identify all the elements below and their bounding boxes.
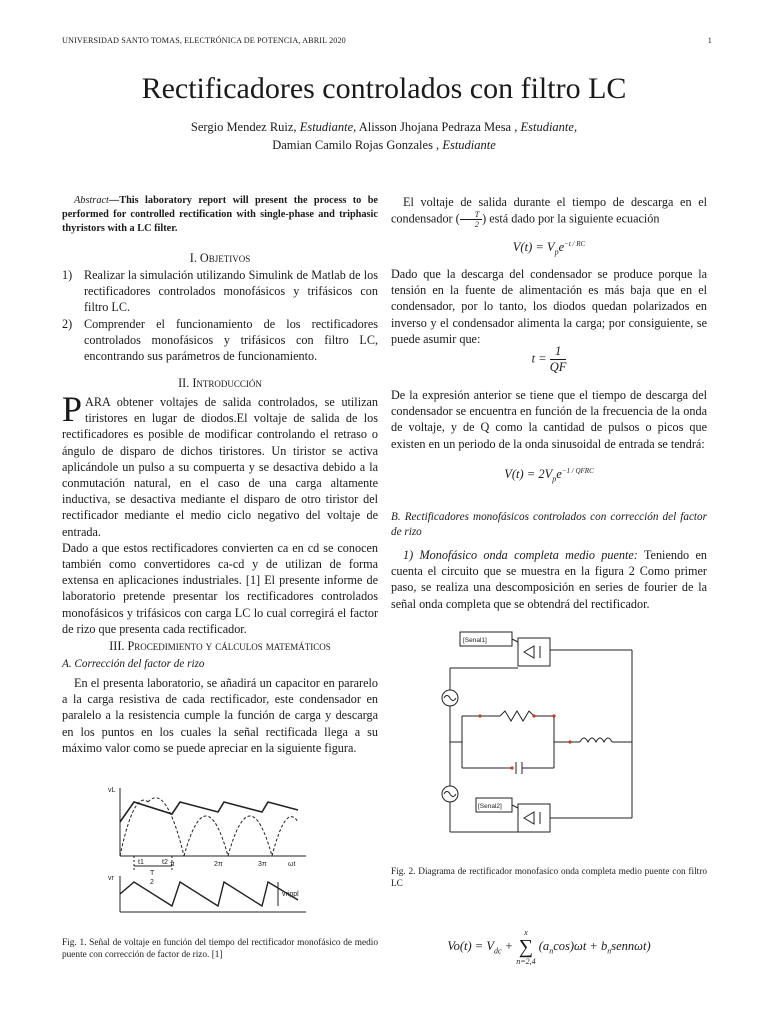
equation-4: $Vo(t) = V_{dc}$ + x ∑ n=2,4 $(a_n\cos)\omega t$ + $b_nsenn\omega t$) [447,928,651,966]
para-subsection-a: En el presenta laboratorio, se añadirá un capacitor en pararelo a la carga resistiva de cada rectificador, este condensador en paralelo a la resistencia cumple la función de carga y descarga en los puntos en los cuales la señal rectificada llega a su máximo valor como se puede apreciar en la siguiente figura. [62,676,378,755]
objectives-list [62,267,378,364]
equation-2: t = $\frac{1}{QF}$ [531,344,567,374]
abstract-label: Abstract [74,195,109,206]
right-para-2: Dado que la descarga del condensador se produce porque la tensión en la fuente de alimentación es más baja que en el condensador, por lo tanto, los diodos quedan polarizados en inverso y el condensador alimenta la carga; por consiguiente, se puede asumir que: [391,267,707,346]
fig1-label-pi: π [170,861,175,868]
subsection-b1-text: 1) Monofásico onda completa medio puente: Teniendo en cuenta el circuito que se muestra en la figura 2 Como primer paso, se realiza una descomposición en series de fourier de la señal onda completa que se obtendrá del rectificador. [391,548,707,611]
intro-para-2: Dado a que estos rectificadores convierten ca en cd se conocen también como convertidores ca-cd y de utilizan de forma extensa en aplicaciones industriales. [1] El presente informe de laboratorio pretende presentar los rectificadores controlados monofásicos y trifásicos con carga LC lo cual corregirá el factor de rizo que presenta cada rectificador. [62,540,378,636]
figure-1-caption: Fig. 1. Señal de voltaje en función del tiempo del rectificador monofásico de medio puente con corrección de factor de rizo. [1] [62,938,378,960]
section-heading-objetivos: I. Objetivos [189,251,251,265]
fig2-label-signal2: [Senal2] [478,803,502,810]
fig1-label-t: T [150,870,155,877]
author-list [0,118,768,154]
fig2-ac-wave-2 [444,792,456,797]
fig2-ac-wave-1 [444,696,456,701]
fig2-thyristor-1 [524,646,540,658]
abstract-text: —This laboratory report will present the process to be performed for controlled rectification with single-phase and triphasic thyristors with a LC filter. [62,195,378,235]
fig2-resistor [500,711,534,721]
fig1-label-t1: t1 [138,859,144,866]
fig1-label-2pi: 2π [214,861,223,868]
author-2-role: Estudiante, [520,120,578,134]
list-item: 1) Realizar la simulación utilizando Simulink de Matlab de los rectificadores controlados monofásicos y trifásicos con filtro LC. [62,268,378,315]
summation: x ∑ n=2,4 [516,928,536,966]
page-number: 1 [707,36,712,45]
figure-1-waveform [106,782,316,917]
list-item: 2) Comprender el funcionamiento de los rectificadores controlados monofásicos y trifásicos con filtro LC, encontrando sus parámetros de funcionamiento. [62,316,378,364]
fig2-inductor [580,738,612,742]
equation-1: $V(t) = V_pe^{-t / RC}$ [512,240,586,257]
author-3-role: Estudiante [442,138,496,152]
section-heading-introduccion: II. Introducción [178,376,262,390]
fig1-ripple-sawtooth [120,882,298,906]
right-para-3: De la expresión anterior se tiene que el tiempo de descarga del condensador se encuentra en función de la frecuencia de la onda de voltaje, y de Q como la cantidad de pulsos o picos que existen en un periodo de la onda sinusoidal de entrada se tendrá: [391,388,707,451]
section-heading-procedimiento: III. Procedimiento y cálculos matemáticos [109,639,331,653]
paper-title: Rectificadores controlados con filtro LC [141,72,627,105]
fraction-1-over-qf: $\frac{1}{QF}$ [549,344,567,374]
author-3: Damian Camilo Rojas Gonzales , [272,138,443,152]
drop-cap: P [62,389,83,429]
fig1-label-wt: ωt [288,861,296,868]
fig1-label-2: 2 [150,879,154,886]
running-header [62,36,712,45]
author-2: Alisson Jhojana Pedraza Mesa , [356,120,521,134]
equation-3: $V(t) = 2V_pe^{-1 / QFRC}$ [504,467,594,484]
intro-para-1: ARA obtener voltajes de salida controlados, se utilizan tiristores en lugar de diodos.El voltaje de salida de los rectificadores es posible de modificar controlando el retraso o ángulo de disparo de dichos tiristores. Un tiristor se activa aplicándole un pulso a su compuerta y se desactiva debido a la conmutación natural, en el caso de una carga altamente inductiva, se desactiva mediante el disparo de otro tiristor del rectificador mediante el medio ciclo negativo del voltaje de entrada. [62,395,378,539]
author-1: Sergio Mendez Ruiz, [190,120,300,134]
fig2-wire-signal1 [512,639,518,642]
intro-text [62,389,378,637]
subsection-b1-label: 1) Monofásico onda completa medio puente: [403,548,638,562]
fig1-label-3pi: 3π [258,861,267,868]
fig2-wire-signal2 [512,805,518,808]
running-head: UNIVERSIDAD SANTO TOMAS, ELECTRÓNICA DE POTENCIA, ABRIL 2020 [62,36,346,45]
fig2-thyristor-2 [524,812,540,824]
fraction-t-over-2: $\frac{T}{2}$ [460,210,482,229]
fig2-label-signal1: [Senal1] [463,637,487,644]
subsection-b-heading: B. Rectificadores monofásicos controlados con corrección del factor de rizo [391,511,707,538]
fig1-label-vl: vL [108,787,116,794]
fig1-filtered-voltage [120,802,298,822]
figure-2-caption: Fig. 2. Diagrama de rectificador monofasico onda completa medio puente con filtro LC [391,867,707,889]
fig1-label-vrippl: vrippl [282,891,299,898]
author-1-role: Estudiante, [299,120,357,134]
fig1-label-vr: vr [108,875,114,882]
right-para-1: El voltaje de salida durante el tiempo de descarga en el condensador ( $\frac{T}{2}$ ) está dado por la siguiente ecuación [391,195,707,230]
subsection-a-heading: A. Corrección del factor de rizo [62,658,205,670]
abstract [62,194,378,237]
fig1-label-t2: t2 [162,859,168,866]
figure-2-circuit [430,628,640,836]
